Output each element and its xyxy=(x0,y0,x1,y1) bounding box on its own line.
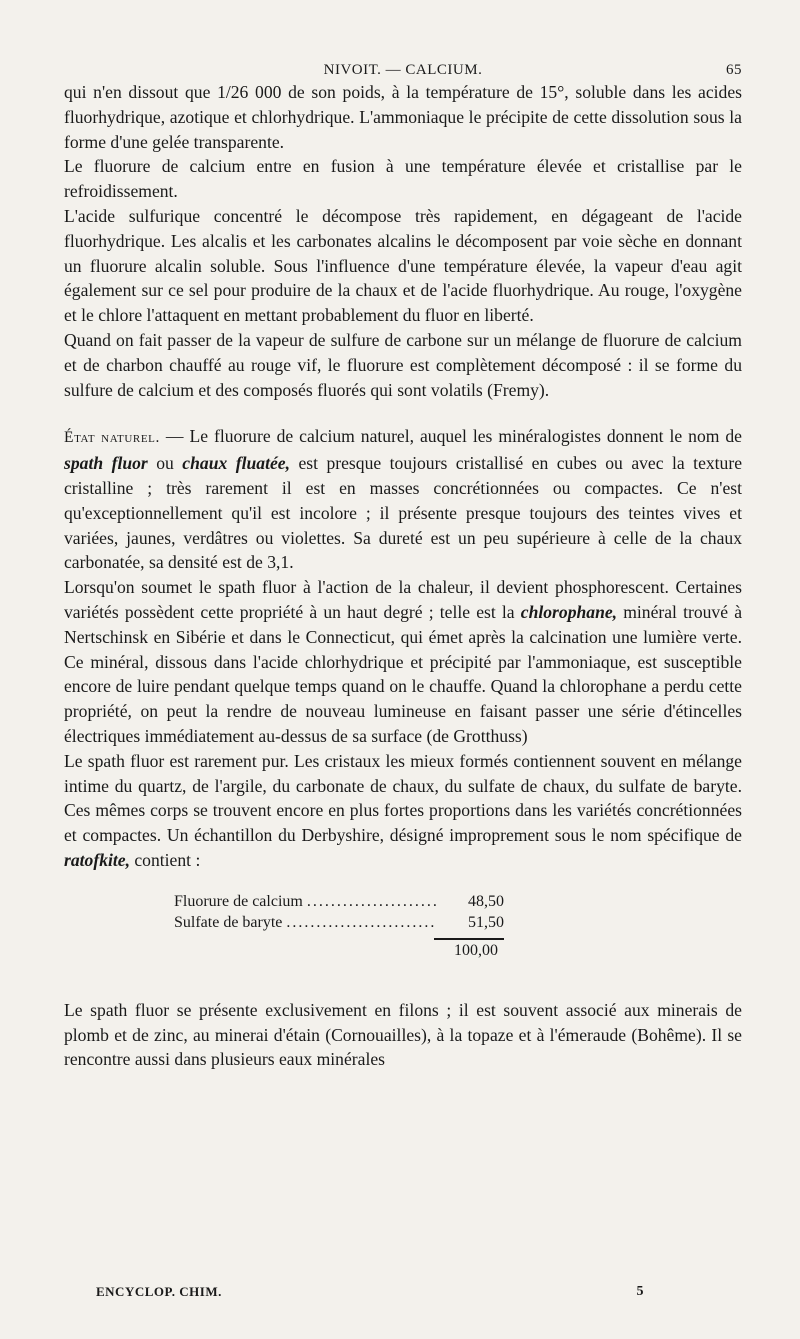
body-text xyxy=(64,80,742,1072)
composition-label: Fluorure de calcium xyxy=(174,892,303,910)
text-span: Lorsqu'on soumet le spath fluor à l'action de la chaleur, il devient phosphorescent. Certaines variétés possèdent cette propriété à un haut degré ; telle est la xyxy=(64,577,742,622)
term-ratofkite: ratofkite, xyxy=(64,849,130,870)
composition-value: 48,50 xyxy=(468,892,504,910)
running-title: NIVOIT. — CALCIUM. xyxy=(323,62,483,78)
composition-value: 51,50 xyxy=(468,913,504,931)
composition-table xyxy=(174,893,504,962)
paragraph-impurities xyxy=(64,749,742,873)
composition-row xyxy=(174,914,504,935)
section-heading: État naturel. xyxy=(64,429,160,447)
composition-label: Sulfate de baryte xyxy=(174,913,283,931)
running-head xyxy=(64,56,742,80)
dot-leader xyxy=(286,914,436,932)
paragraph-2: Le fluorure de calcium entre en fusion à une température élevée et cristallise par le refroidissement. xyxy=(64,156,742,202)
text-span: contient : xyxy=(129,849,201,870)
signature-mark: 5 xyxy=(636,1284,644,1299)
term-chlorophane: chlorophane, xyxy=(520,601,618,622)
composition-total: 100,00 xyxy=(454,941,498,959)
paragraph-phosphorescence xyxy=(64,575,742,749)
paragraph-1: qui n'en dissout que 1/26 000 de son poids, à la température de 15°, soluble dans les acides fluorhydrique, azotique et chlorhydrique. L'ammoniaque le précipite de cette dissolution sous la forme d'une gelée transparente. xyxy=(64,82,742,152)
text-span: est presque toujours cristallisé en cubes ou avec la texture cristalline ; très rarement il est en masses concrétionnées ou compactes. Ce n'est qu'exceptionnellement qu'il est incolore ; il présente presque toujours des teintes vives et variées, jaunes, verdâtres ou violettes. Sa dureté est un peu supérieure à celle de la chaux carbonatée, sa densité est de 3,1. xyxy=(64,453,743,573)
text-span: — Le fluorure de calcium naturel, auquel les minéralogistes donnent le nom de xyxy=(159,426,742,447)
paragraph-etat-naturel xyxy=(64,424,742,575)
term-chaux-fluatee: chaux fluatée, xyxy=(182,453,290,474)
text-span: ou xyxy=(147,453,183,474)
text-span: minéral trouvé à Nertschinsk en Sibérie et dans le Connecticut, qui émet après la calcination une lumière verte. Ce minéral, dissous dans l'acide chlorhydrique et précipité par l'ammoniaque, est susceptible encore de luire pendant quelque temps quand on le chauffe. Quand la chlorophane a perdu cette propriété, on peut la rendre de nouveau lumineuse en faisant passer une série d'étincelles électriques immédiatement au-dessus de sa surface (de Grotthuss) xyxy=(64,601,742,746)
dot-leader xyxy=(307,893,436,911)
paragraph-3: L'acide sulfurique concentré le décompose très rapidement, en dégageant de l'acide fluorhydrique. Les alcalis et les carbonates alcalins le décomposent par voie sèche en donnant un fluorure alcalin soluble. Sous l'influence d'une température élevée, la vapeur d'eau agit également sur ce sel pour produire de la chaux et de l'acide fluorhydrique. Au rouge, l'oxygène et le chlore l'attaquent en mettant probablement du fluor en liberté. xyxy=(64,205,742,326)
page-number: 65 xyxy=(726,62,742,78)
page-footer xyxy=(96,1284,644,1300)
paragraph-occurrence: Le spath fluor se présente exclusivement en filons ; il est souvent associé aux minerais de plomb et de zinc, au minerai d'étain (Cornouailles), à la topaze et à l'émeraude (Bohême). Il se rencontre aussi dans plusieurs eaux minérales xyxy=(64,999,742,1070)
term-spath-fluor: spath fluor xyxy=(64,453,148,474)
paragraph-4: Quand on fait passer de la vapeur de sulfure de carbone sur un mélange de fluorure de calcium et de charbon chauffé au rouge vif, le fluorure est complètement décomposé : il se forme du sulfure de calcium et des composés fluorés qui sont volatils (Fremy). xyxy=(64,329,742,400)
composition-row xyxy=(174,893,504,914)
footer-source: ENCYCLOP. CHIM. xyxy=(96,1284,222,1299)
text-span: Le spath fluor est rarement pur. Les cristaux les mieux formés contiennent souvent en mélange intime du quartz, de l'argile, du carbonate de chaux, du sulfate de chaux, du sulfate de baryte. Ces mêmes corps se trouvent encore en plus fortes proportions dans les variétés concrétionnées et compactes. Un échantillon du Derbyshire, désigné improprement sous le nom spécifique de xyxy=(64,750,742,846)
